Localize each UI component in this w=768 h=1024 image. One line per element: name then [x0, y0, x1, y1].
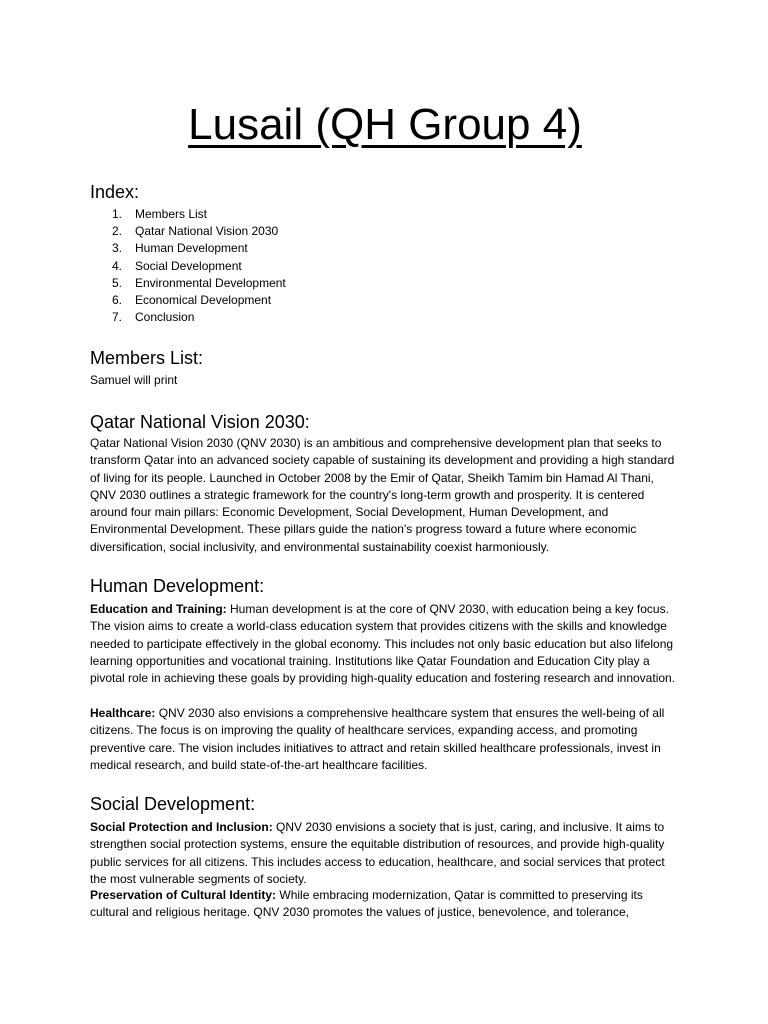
index-item: 4. Social Development: [112, 258, 242, 273]
social-protection-label: Social Protection and Inclusion:: [90, 820, 273, 834]
qnv-heading: Qatar National Vision 2030:: [90, 412, 310, 432]
education-label: Education and Training:: [90, 602, 227, 616]
cultural-identity-text: While embracing modernization, Qatar is committed to preserving its cultural and religious heritage. QNV 2030 promotes the values of justice, benevolence, and tolerance,: [90, 888, 643, 920]
healthcare-paragraph: [90, 705, 682, 774]
qnv-paragraph: Qatar National Vision 2030 (QNV 2030) is an ambitious and comprehensive development plan that seeks to transform Qatar into an advanced society capable of sustaining its development and providing a high standard of living for its people. Launched in October 2008 by the Emir of Qatar, Sheikh Tamim bin Hamad Al Thani, QNV 2030 outlines a strategic framework for the country's long-term growth and prosperity. It is centered around four main pillars: Economic Development, Social Development, Human Development, and Environmental Development. These pillars guide the nation's progress toward a future where economic diversification, social inclusivity, and environmental sustainability coexist harmoniously.: [90, 436, 675, 554]
index-item: 2. Qatar National Vision 2030: [112, 224, 279, 239]
index-item-label: Human Development: [135, 241, 248, 256]
social-protection-paragraph: [90, 819, 682, 888]
healthcare-text: QNV 2030 also envisions a comprehensive healthcare system that ensures the well-being of all citizens. The focus is on improving the quality of healthcare services, expanding access, and promoting preventive care. The vision includes initiatives to attract and retain skilled healthcare professionals, invest in medical research, and build state-of-the-art healthcare facilities.: [90, 706, 665, 772]
index-item-label: Conclusion: [135, 310, 195, 325]
social-development-heading: Social Development:: [90, 794, 256, 814]
index-item: 1. Members List: [112, 207, 208, 221]
education-text: Human development is at the core of QNV 2030, with education being a key focus. The vision aims to create a world-class education system that provides citizens with the skills and knowledge needed to participate effectively in the global economy. This includes not only basic education but also lifelong learning opportunities and vocational training. Institutions like Qatar Foundation and Education City play a pivotal role in achieving these goals by providing high-quality education and fostering research and innovation.: [90, 602, 676, 686]
index-item-label: Economical Development: [135, 292, 272, 307]
index-item: 3. Human Development: [112, 241, 248, 256]
index-item-label: Environmental Development: [135, 275, 286, 290]
members-heading: Members List:: [90, 348, 204, 368]
index-item-label: Members List: [135, 207, 208, 221]
index-item-label: Social Development: [135, 258, 242, 273]
cultural-identity-label: Preservation of Cultural Identity:: [90, 888, 277, 902]
document-title: Lusail (QH Group 4): [188, 100, 582, 149]
index-item-label: Qatar National Vision 2030: [135, 224, 279, 239]
index-item: 5. Environmental Development: [112, 275, 286, 290]
healthcare-label: Healthcare:: [90, 706, 156, 720]
index-heading: Index:: [90, 182, 140, 202]
members-text: Samuel will print: [90, 373, 178, 387]
index-list: [90, 206, 286, 326]
human-development-heading: Human Development:: [90, 576, 265, 596]
cultural-identity-paragraph: [90, 887, 682, 922]
education-paragraph: [90, 601, 682, 687]
social-protection-text: QNV 2030 envisions a society that is just, caring, and inclusive. It aims to strengthen social protection systems, ensure the equitable distribution of resources, and provide high-quality public services for all citizens. This includes access to education, healthcare, and social services that protect the most vulnerable segments of society.: [90, 820, 665, 886]
index-item: 7. Conclusion: [112, 310, 195, 325]
index-item: 6. Economical Development: [112, 292, 272, 307]
